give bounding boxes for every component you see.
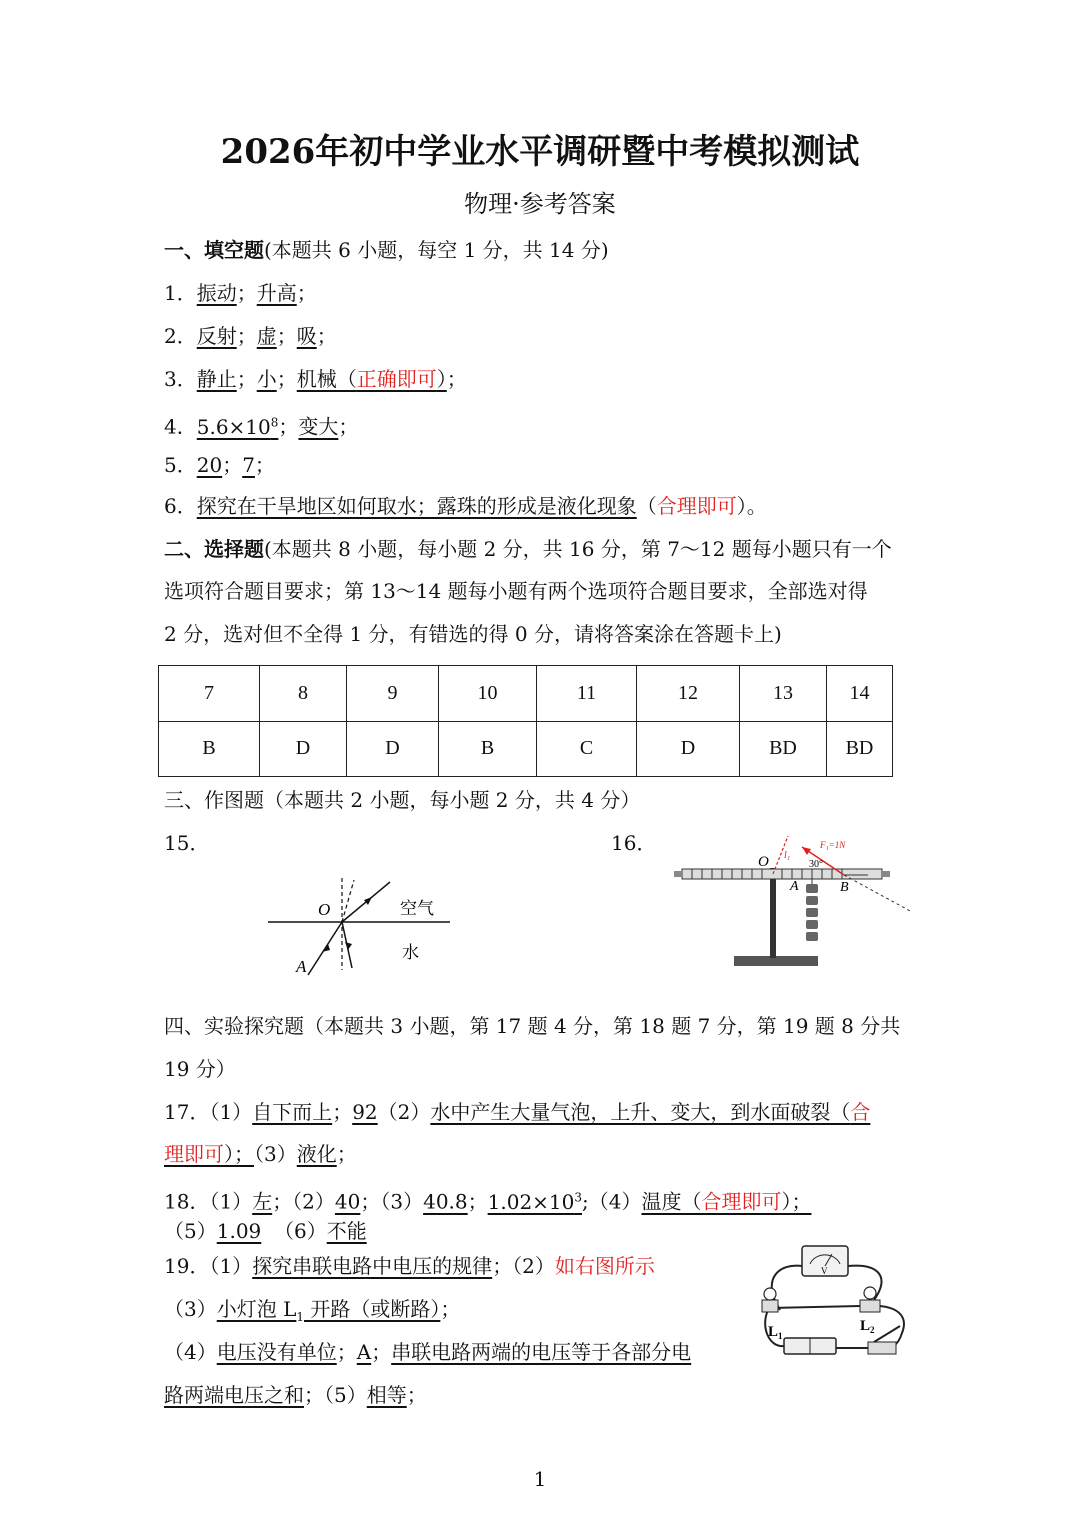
- stand-pole: [770, 868, 776, 958]
- part-label: （5）: [164, 1219, 217, 1243]
- label-o: O: [758, 854, 769, 870]
- table-cell: 11: [537, 666, 637, 722]
- answer-blank: 不能: [326, 1219, 367, 1243]
- answer-text: 水中产生大量气泡，上升、变大，到水面破裂（: [430, 1100, 851, 1124]
- punct: ；: [338, 414, 359, 439]
- table-cell: D: [347, 721, 439, 777]
- answer-blank: 左: [252, 1189, 273, 1214]
- answer-text: 机械（: [296, 367, 357, 391]
- section-3-heading: 三、作图题（本题共 2 小题，每小题 2 分，共 4 分）: [164, 788, 641, 812]
- answer-text: 小灯泡 L: [216, 1297, 297, 1321]
- punct: ；: [371, 1340, 392, 1364]
- answer-blank: 自下而上: [252, 1100, 333, 1124]
- label-water: 水: [402, 943, 419, 962]
- section-2-note-line-2: 选项符合题目要求；第 13～14 题每小题有两个选项符合题目要求，全部选对得: [164, 579, 868, 603]
- table-cell: 7: [159, 666, 260, 722]
- arrow-icon: [802, 847, 811, 855]
- label-a: A: [296, 957, 307, 976]
- table-cell: D: [637, 721, 740, 777]
- answer-blank: 92: [352, 1100, 378, 1124]
- answer-q18: [164, 1183, 812, 1216]
- part-label: ；（3）: [360, 1189, 424, 1214]
- section-2-title: 二、选择题: [164, 537, 264, 561]
- answer-q2: 2．反射；虚；吸；: [164, 324, 337, 348]
- label-a: A: [790, 879, 799, 894]
- note-red: 如右图所示: [554, 1254, 655, 1278]
- punct: ；: [316, 324, 337, 348]
- answer-blank: 虚: [256, 324, 277, 348]
- part-label: （1）: [209, 1189, 253, 1214]
- q-number: 5．: [164, 453, 197, 477]
- answer-blank: 液化: [296, 1142, 337, 1166]
- part-label: ;（4）: [582, 1189, 642, 1214]
- bar-end: [882, 871, 890, 877]
- bulb-icon: [864, 1287, 876, 1299]
- answer-blank: 20: [196, 453, 223, 477]
- answer-text: 开路（或断路）: [304, 1297, 441, 1321]
- punct: ；: [296, 281, 317, 305]
- answer-blank: 静止: [196, 367, 237, 391]
- force-line-extension: [844, 875, 912, 912]
- answer-blank: 7: [242, 453, 255, 477]
- table-cell: 13: [740, 666, 827, 722]
- label-air: 空气: [400, 899, 434, 918]
- answer-blank: [297, 367, 447, 391]
- label-sub: 2: [870, 1325, 875, 1335]
- arrow-icon: [345, 942, 352, 950]
- weight: [806, 932, 818, 941]
- part-label: （6）: [273, 1219, 327, 1243]
- bulb-icon: [764, 1288, 776, 1300]
- bulb-holder: [860, 1300, 880, 1312]
- table-cell: BD: [740, 721, 827, 777]
- punct: ；: [406, 1383, 427, 1407]
- answer-blank: [642, 1190, 812, 1214]
- table-cell: 14: [827, 666, 893, 722]
- switch-base: [868, 1342, 896, 1354]
- label-angle: 30°: [809, 859, 823, 870]
- section-2-note: (本题共 8 小题，每小题 2 分，共 16 分，第 7～12 题每小题只有一个: [264, 537, 892, 561]
- part-label: （3）: [164, 1297, 217, 1321]
- exponent: 8: [270, 415, 279, 429]
- bulb-l1-label: [768, 1324, 783, 1341]
- answer-blank: [197, 415, 279, 439]
- note-red: 合理即可: [701, 1189, 782, 1214]
- weight: [806, 920, 818, 929]
- extension-line: [342, 880, 354, 922]
- answer-q4: 4．$5.6\times 10^8$；变大；: [164, 414, 359, 439]
- table-cell: D: [260, 721, 347, 777]
- bulb-l2-label: [860, 1318, 875, 1335]
- punct: ；: [332, 1100, 353, 1124]
- table-cell: B: [159, 721, 260, 777]
- label-force: F₁=1N: [820, 840, 846, 850]
- arrow-icon: [364, 897, 372, 905]
- label-arm: l₁: [784, 850, 791, 861]
- weight: [806, 896, 818, 905]
- answer-blank: 吸: [296, 324, 317, 348]
- punct: ；: [254, 453, 275, 477]
- part-label: ；（2）: [492, 1254, 555, 1278]
- q-number: 4．: [164, 414, 197, 439]
- table-cell: C: [537, 721, 637, 777]
- answer-q6: 6．探究在干旱地区如何取水；露珠的形成是液化现象（合理即可）。: [164, 494, 767, 518]
- answer-q19-cont: [164, 1381, 427, 1409]
- section-1-heading: [164, 236, 609, 264]
- answer-q19-part4: [164, 1338, 691, 1366]
- answer-q19-part3: [164, 1295, 460, 1331]
- q-number: 18．: [164, 1189, 210, 1214]
- part-label: ；（5）: [304, 1383, 367, 1407]
- punct: ；: [440, 1297, 461, 1321]
- answer-blank: 1.09: [216, 1219, 262, 1243]
- punct: ；: [446, 367, 467, 391]
- note-red: 正确即可: [356, 367, 437, 391]
- table-row: [159, 666, 893, 722]
- section-4-heading: 四、实验探究题（本题共 3 小题，第 17 题 4 分，第 18 题 7 分，第 19 题 8 分共: [164, 1014, 901, 1038]
- part-label: （2）: [377, 1100, 431, 1124]
- answer-q19: [164, 1252, 655, 1280]
- q16-number: 16．: [611, 831, 657, 855]
- label-sub: 1: [778, 1331, 783, 1341]
- note-red: 合: [850, 1100, 871, 1124]
- section-1-note: (本题共 6 小题，每空 1 分，共 14 分): [264, 238, 609, 262]
- answer-text: ）；: [781, 1189, 812, 1214]
- label-text: L: [768, 1324, 779, 1340]
- answer-q5: 5．20；7；: [164, 453, 275, 477]
- note-red: 合理即可: [656, 494, 737, 518]
- answer-text: ）；: [224, 1142, 254, 1166]
- punct: ；: [336, 1142, 357, 1166]
- arrow-icon: [322, 944, 330, 952]
- table-cell: 10: [439, 666, 537, 722]
- answer-text: ）: [436, 367, 447, 391]
- page-subtitle: 物理·参考答案: [464, 190, 616, 218]
- part-label: （4）: [164, 1340, 217, 1364]
- q-number: 1．: [164, 281, 197, 305]
- part-label: （3）: [254, 1142, 297, 1166]
- answer-q1: 1．振动；升高；: [164, 281, 317, 305]
- answer-blank: 振动: [196, 281, 237, 305]
- answer-text: 5.6×10: [196, 414, 271, 439]
- section-4-heading-line-2: 19 分）: [164, 1057, 236, 1081]
- q15-number: 15．: [164, 831, 210, 855]
- section-2-heading: [164, 535, 892, 563]
- label-b: B: [840, 880, 849, 895]
- punct: ；: [467, 1189, 488, 1214]
- answer-blank: A: [356, 1340, 372, 1364]
- page-number: 1: [533, 1467, 547, 1491]
- answer-q17-cont: [164, 1140, 357, 1168]
- answer-blank: [164, 1142, 254, 1166]
- label-o: O: [318, 900, 331, 919]
- answer-blank: 40: [334, 1189, 361, 1214]
- table-row: [159, 721, 893, 777]
- wire: [770, 1306, 860, 1308]
- q-number: 6．: [164, 494, 197, 518]
- part-label: ；（2）: [272, 1189, 335, 1214]
- part-label: （1）: [209, 1254, 253, 1278]
- refraction-diagram: [260, 860, 460, 985]
- q-number: 2．: [164, 324, 197, 348]
- page-title: 2026年初中学业水平调研暨中考模拟测试: [220, 132, 860, 172]
- voltmeter-label: V: [821, 1266, 828, 1276]
- part-label: （1）: [209, 1100, 253, 1124]
- table-cell: 12: [637, 666, 740, 722]
- bar-end: [674, 871, 682, 877]
- answer-blank: 变大: [298, 414, 339, 439]
- answer-blank: 小: [256, 367, 277, 391]
- weight: [806, 908, 818, 917]
- table-cell: 8: [260, 666, 347, 722]
- weight: [806, 884, 818, 893]
- q-number: 3．: [164, 367, 197, 391]
- answer-blank: 升高: [256, 281, 297, 305]
- section-2-note-line-3: 2 分，选对但不全得 1 分，有错选的得 0 分，请将答案涂在答题卡上): [164, 622, 782, 646]
- punct: ；: [336, 1340, 357, 1364]
- answer-blank: 电压没有单位: [216, 1340, 337, 1364]
- answer-text: 1.02×10: [487, 1189, 575, 1214]
- lever-diagram: [672, 832, 917, 972]
- answer-q17: [164, 1098, 870, 1126]
- answer-blank: 相等: [366, 1383, 407, 1407]
- punct: ）。: [736, 494, 767, 518]
- answer-blank: [216, 1297, 441, 1324]
- circuit-diagram: [740, 1238, 920, 1368]
- table-cell: 9: [347, 666, 439, 722]
- bulb-holder: [762, 1300, 778, 1312]
- answer-blank: 串联电路两端的电压等于各部分电: [391, 1340, 692, 1364]
- table-cell: BD: [827, 721, 893, 777]
- table-cell: B: [439, 721, 537, 777]
- q-number: 19．: [164, 1254, 210, 1278]
- q-number: 17．: [164, 1100, 210, 1124]
- switch-lever: [874, 1326, 900, 1342]
- answer-q3: 3．静止；小；机械（正确即可）；: [164, 367, 467, 391]
- answer-q18-cont: [164, 1217, 367, 1245]
- exponent: 3: [574, 1190, 583, 1204]
- note-red: 理即可: [164, 1142, 224, 1166]
- answer-blank: 反射: [196, 324, 237, 348]
- answer-blank: 探究串联电路中电压的规律: [252, 1254, 493, 1278]
- answer-text: 温度（: [641, 1189, 702, 1214]
- answer-table: [158, 665, 893, 777]
- section-1-title: 一、填空题: [164, 238, 264, 262]
- subscript: 1: [296, 1310, 305, 1324]
- answer-blank: [430, 1100, 870, 1124]
- answer-blank: [488, 1190, 582, 1214]
- answer-blank: 路两端电压之和: [164, 1383, 304, 1407]
- label-text: L: [860, 1318, 871, 1334]
- answer-blank: 40.8: [423, 1189, 468, 1214]
- answer-blank: 探究在干旱地区如何取水；露珠的形成是液化现象: [196, 494, 637, 518]
